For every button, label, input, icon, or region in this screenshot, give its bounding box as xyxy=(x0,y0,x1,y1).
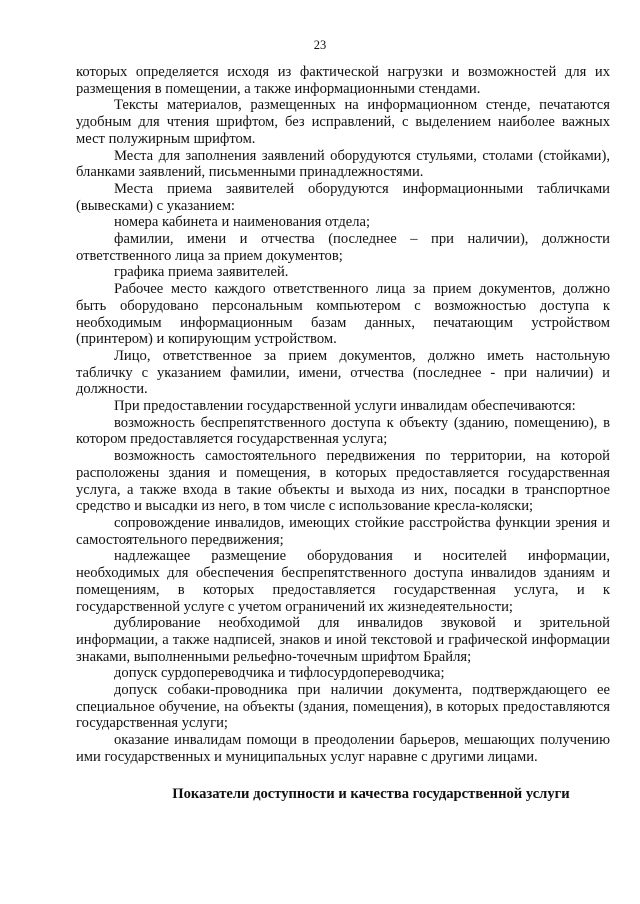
paragraph: Лицо, ответственное за прием документов, должно иметь настольную табличку с указанием фамилии, имени, отчества (последнее - при наличии) и должности. xyxy=(76,347,610,398)
list-item: фамилии, имени и отчества (последнее – при наличии), должности ответственного лица за прием документов; xyxy=(76,231,610,264)
paragraph: Тексты материалов, размещенных на информационном стенде, печатаются удобным для чтения шрифтом, без исправлений, с выделением наиболее важных мест полужирным шрифтом. xyxy=(76,97,610,147)
list-item: допуск сурдопереводчика и тифлосурдопереводчика; xyxy=(114,665,445,682)
list-item: оказание инвалидам помощи в преодолении барьеров, мешающих получению ими государственных и муниципальных услуг наравне с другими лицами. xyxy=(76,732,610,765)
list-item: дублирование необходимой для инвалидов звуковой и зрительной информации, а также надписей, знаков и иной текстовой и графической информации знаками, выполненными рельефно-точечным шрифтом Брайля; xyxy=(76,615,610,665)
list-item: возможность самостоятельного передвижения по территории, на которой расположены здания и помещения, в которых предоставляется государственная услуга, а также входа в такие объекты и выхода из них, посадки в транспортное средство и высадки из него, в том числе с использование кресла-коляски; xyxy=(76,448,610,515)
list-item: сопровождение инвалидов, имеющих стойкие расстройства функции зрения и самостоятельного передвижения; xyxy=(76,514,610,548)
document-body xyxy=(76,64,610,802)
paragraph: которых определяется исходя из фактической нагрузки и возможностей для их размещения в помещении, а также информационными стендами. xyxy=(76,64,610,97)
paragraph: Места приема заявителей оборудуются информационными табличками (вывесками) с указанием: xyxy=(76,180,610,214)
list-item: возможность беспрепятственного доступа к объекту (зданию, помещению), в котором предоставляется государственная услуга; xyxy=(76,414,610,448)
paragraph: Места для заполнения заявлений оборудуются стульями, столами (стойками), бланками заявлений, письменными принадлежностями. xyxy=(76,147,610,181)
paragraph: Рабочее место каждого ответственного лица за прием документов, должно быть оборудовано персональным компьютером с возможностью доступа к необходимым информационным базам данных, печатающим устройством (принтером) и копирующим устройством. xyxy=(76,281,610,348)
page-number: 23 xyxy=(313,38,327,52)
list-item: номера кабинета и наименования отдела; xyxy=(114,214,371,231)
paragraph: При предоставлении государственной услуги инвалидам обеспечиваются: xyxy=(114,398,576,415)
list-item: надлежащее размещение оборудования и носителей информации, необходимых для обеспечения беспрепятственного доступа инвалидов зданиям и помещениям, в которых предоставляется государственная услуга, и к государственной услуге с учетом ограничений их жизнедеятельности; xyxy=(76,548,610,615)
list-item: графика приема заявителей. xyxy=(114,264,289,281)
section-heading: Показатели доступности и качества государственной услуги xyxy=(172,785,570,802)
list-item: допуск собаки-проводника при наличии документа, подтверждающего ее специальное обучение, на объекты (здания, помещения), в которых предоставляются государственная услуги; xyxy=(76,682,610,732)
